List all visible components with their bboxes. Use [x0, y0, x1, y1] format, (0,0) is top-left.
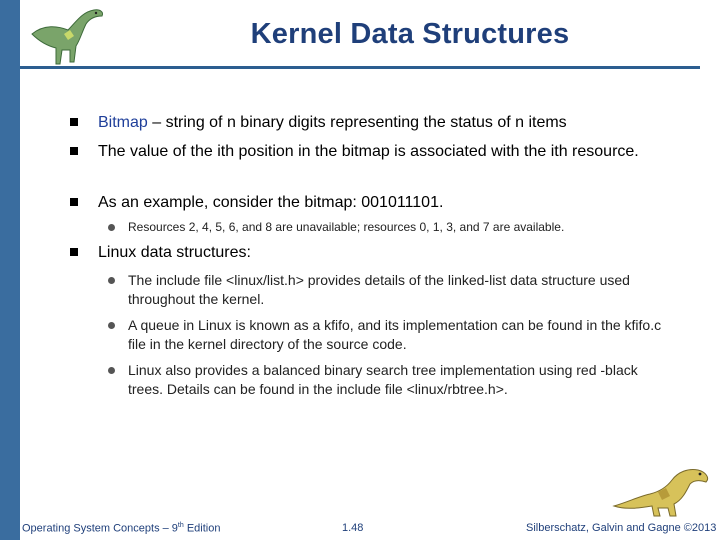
footer-page-number: 1.48 — [342, 522, 364, 534]
left-sidebar-band — [0, 0, 20, 540]
bullet-linux — [66, 242, 672, 263]
sub-bullet-rbtree — [104, 361, 666, 399]
square-bullet-icon — [70, 118, 78, 126]
sub-bullet-kfifo — [104, 316, 666, 354]
bullet-bitmap — [66, 112, 672, 133]
bullet-text: Linux data structures: — [98, 244, 251, 261]
dinosaur-logo-icon — [610, 462, 714, 518]
round-bullet-icon — [108, 224, 115, 231]
sub-bullet-text: The include file <linux/list.h> provides details of the linked-list data structure used throughout the kernel. — [128, 272, 630, 307]
square-bullet-icon — [70, 198, 78, 206]
bullet-example — [66, 192, 672, 213]
round-bullet-icon — [108, 322, 115, 329]
bitmap-term: Bitmap — [98, 114, 148, 131]
round-bullet-icon — [108, 367, 115, 374]
footer-course: Operating System Concepts – 9th Edition — [22, 522, 221, 535]
sub-bullet-text: A queue in Linux is known as a kfifo, and its implementation can be found in the kfifo.c file in the kernel directory of the source code. — [128, 317, 662, 352]
bullet-text: The value of the ith position in the bitmap is associated with the ith resource. — [98, 143, 639, 160]
sub-bullet-text: Linux also provides a balanced binary search tree implementation using red -black trees. Details can be found in the include file <linux/rbtree.h>. — [128, 362, 638, 397]
sub-bullet-resources — [104, 218, 666, 237]
dinosaur-logo-icon — [24, 4, 110, 70]
footer-authors: Silberschatz, Galvin and Gagne ©2013 — [526, 522, 717, 534]
round-bullet-icon — [108, 277, 115, 284]
square-bullet-icon — [70, 147, 78, 155]
title-underline — [20, 66, 700, 69]
bullet-ith-position — [66, 141, 672, 162]
square-bullet-icon — [70, 248, 78, 256]
bullet-text: As an example, consider the bitmap: 001011101. — [98, 194, 444, 211]
bullet-text: – string of n binary digits representing the status of n items — [147, 114, 567, 131]
slide-title: Kernel Data Structures — [250, 18, 570, 50]
sub-bullet-list-h — [104, 271, 666, 309]
sub-bullet-text: Resources 2, 4, 5, 6, and 8 are unavailable; resources 0, 1, 3, and 7 are available. — [128, 220, 565, 234]
